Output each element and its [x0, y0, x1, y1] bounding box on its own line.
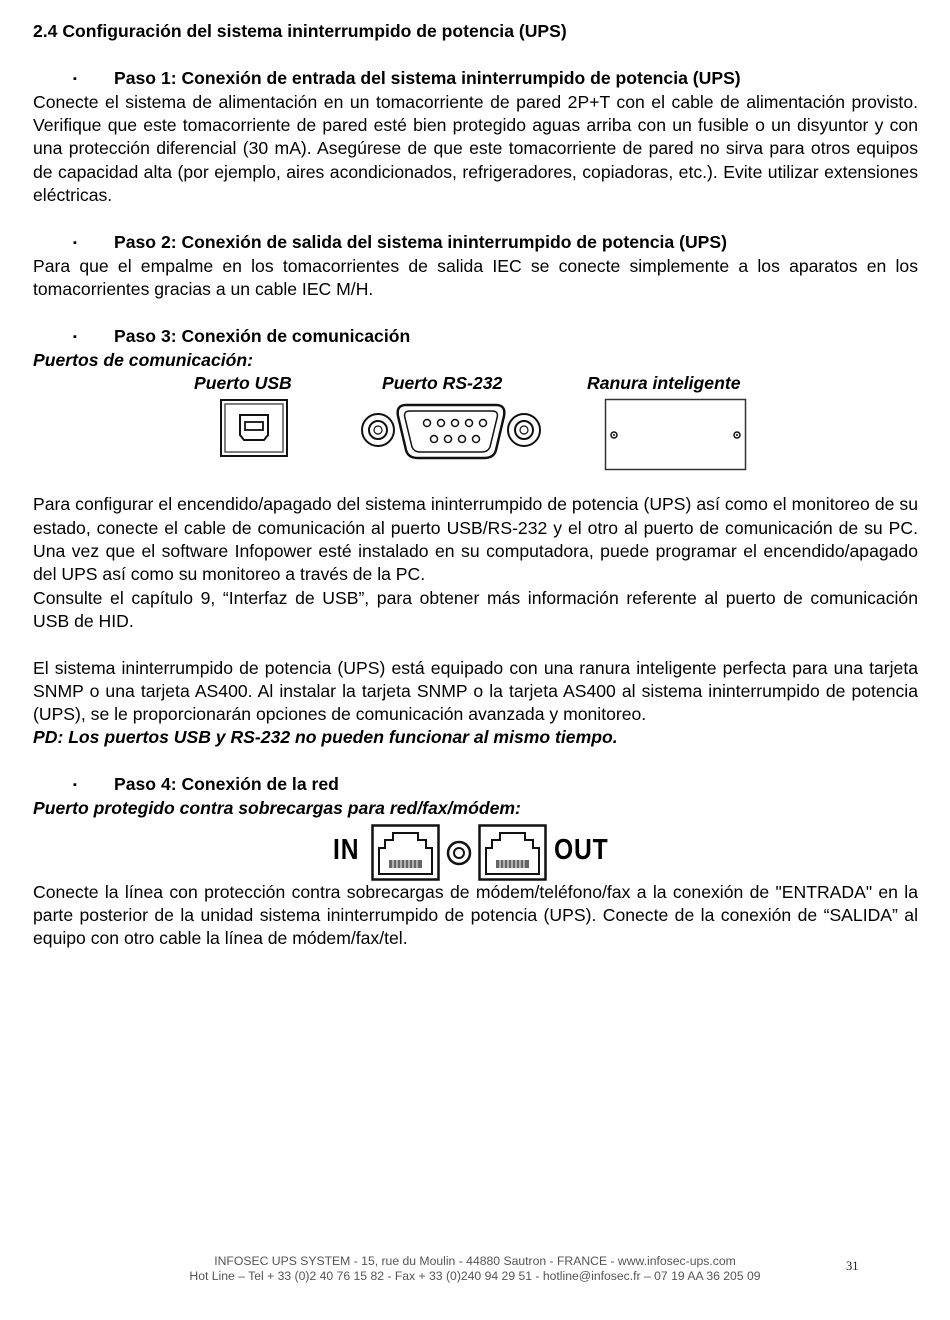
smart-slot-icon	[604, 398, 749, 474]
step3-subheading: Puertos de comunicación:	[33, 350, 253, 371]
step2-body: Para que el empalme en los tomacorrientes de salida IEC se conecte simplemente a los aparatos en los tomacorrientes gracias a un cable IEC M/H.	[33, 255, 918, 300]
step2-heading	[33, 231, 918, 255]
out-label: OUT	[554, 833, 609, 866]
rs232-port-label: Puerto RS-232	[382, 373, 503, 394]
step3-heading-text: Paso 3: Conexión de comunicación	[114, 325, 411, 346]
step4-heading	[33, 773, 918, 797]
step3-body-1: Para configurar el encendido/apagado del sistema ininterrumpido de potencia (UPS) así como el monitoreo de su estado, conecte el cable de comunicación al puerto USB/RS-232 y el otro al puerto de comunicación de su PC. Una vez que el software Infopower esté instalado en su computadora, puede programar el encendido/apagado del UPS así como su monitoreo a través de la PC.	[33, 494, 918, 585]
footer-line-1: INFOSEC UPS SYSTEM - 15, rue du Moulin - 44880 Sautron - FRANCE - www.infosec-ups.com	[214, 1254, 736, 1268]
footer-line-2: Hot Line – Tel + 33 (0)2 40 76 15 82 - Fax + 33 (0)240 94 29 51 - hotline@infosec.fr – 07 19 AA 36 205 09	[189, 1269, 761, 1283]
document-page	[33, 20, 918, 951]
bullet-icon: ▪	[73, 779, 77, 792]
usb-port-label: Puerto USB	[194, 373, 292, 394]
step4-heading-text: Paso 4: Conexión de la red	[114, 774, 339, 795]
bullet-icon: ▪	[73, 236, 77, 249]
step1-heading-text: Paso 1: Conexión de entrada del sistema ininterrumpido de potencia (UPS)	[114, 67, 741, 88]
usb-port-icon	[220, 399, 290, 459]
step2-heading-text: Paso 2: Conexión de salida del sistema ininterrumpido de potencia (UPS)	[114, 231, 727, 252]
page-number: 31	[846, 1259, 859, 1273]
step3-body-2: Consulte el capítulo 9, “Interfaz de USB”, para obtener más información referente al puerto de comunicación USB de HID.	[33, 587, 918, 631]
step3-body-3: El sistema ininterrumpido de potencia (UPS) está equipado con una ranura inteligente perfecta para una tarjeta SNMP o una tarjeta AS400. Al instalar la tarjeta SNMP o la tarjeta AS400 al sistema ininterrumpido de potencia (UPS), se le proporcionarán opciones de comunicación avanzada y monitoreo.	[33, 657, 918, 725]
ports-figure	[33, 372, 918, 464]
step4-body: Conecte la línea con protección contra sobrecargas de módem/teléfono/fax a la conexión de "ENTRADA" en la parte posterior de la unidad sistema ininterrumpido de potencia (UPS). Conecte de la conexión de “SALIDA” al equipo con otro cable la línea de módem/fax/tel.	[33, 881, 918, 949]
step1-body: Conecte el sistema de alimentación en un tomacorriente de pared 2P+T con el cable de alimentación provisto. Verifique que este tomacorriente de pared esté bien protegido aguas arriba con un fusible o un disyuntor y con una protección diferencial (30 mA). Asegúrese de que este tomacorriente de pared no sirva para otros equipos de capacidad alta (por ejemplo, aires acondicionados, refrigeradores, copiadoras, etc.). Evite utilizar extensiones eléctricas.	[33, 91, 918, 206]
section-title: 2.4 Configuración del sistema ininterrumpido de potencia (UPS)	[33, 21, 567, 41]
smart-slot-label: Ranura inteligente	[587, 373, 741, 394]
rs232-port-icon	[358, 402, 548, 462]
network-ports-figure	[33, 821, 918, 881]
network-jacks-icon	[371, 824, 551, 882]
in-label: IN	[333, 833, 360, 866]
step1-heading	[33, 67, 918, 91]
bullet-icon: ▪	[73, 330, 77, 343]
step3-heading	[33, 325, 918, 349]
step3-note: PD: Los puertos USB y RS-232 no pueden funcionar al mismo tiempo.	[33, 727, 618, 748]
step4-subheading: Puerto protegido contra sobrecargas para red/fax/módem:	[33, 798, 521, 819]
bullet-icon: ▪	[73, 72, 77, 85]
